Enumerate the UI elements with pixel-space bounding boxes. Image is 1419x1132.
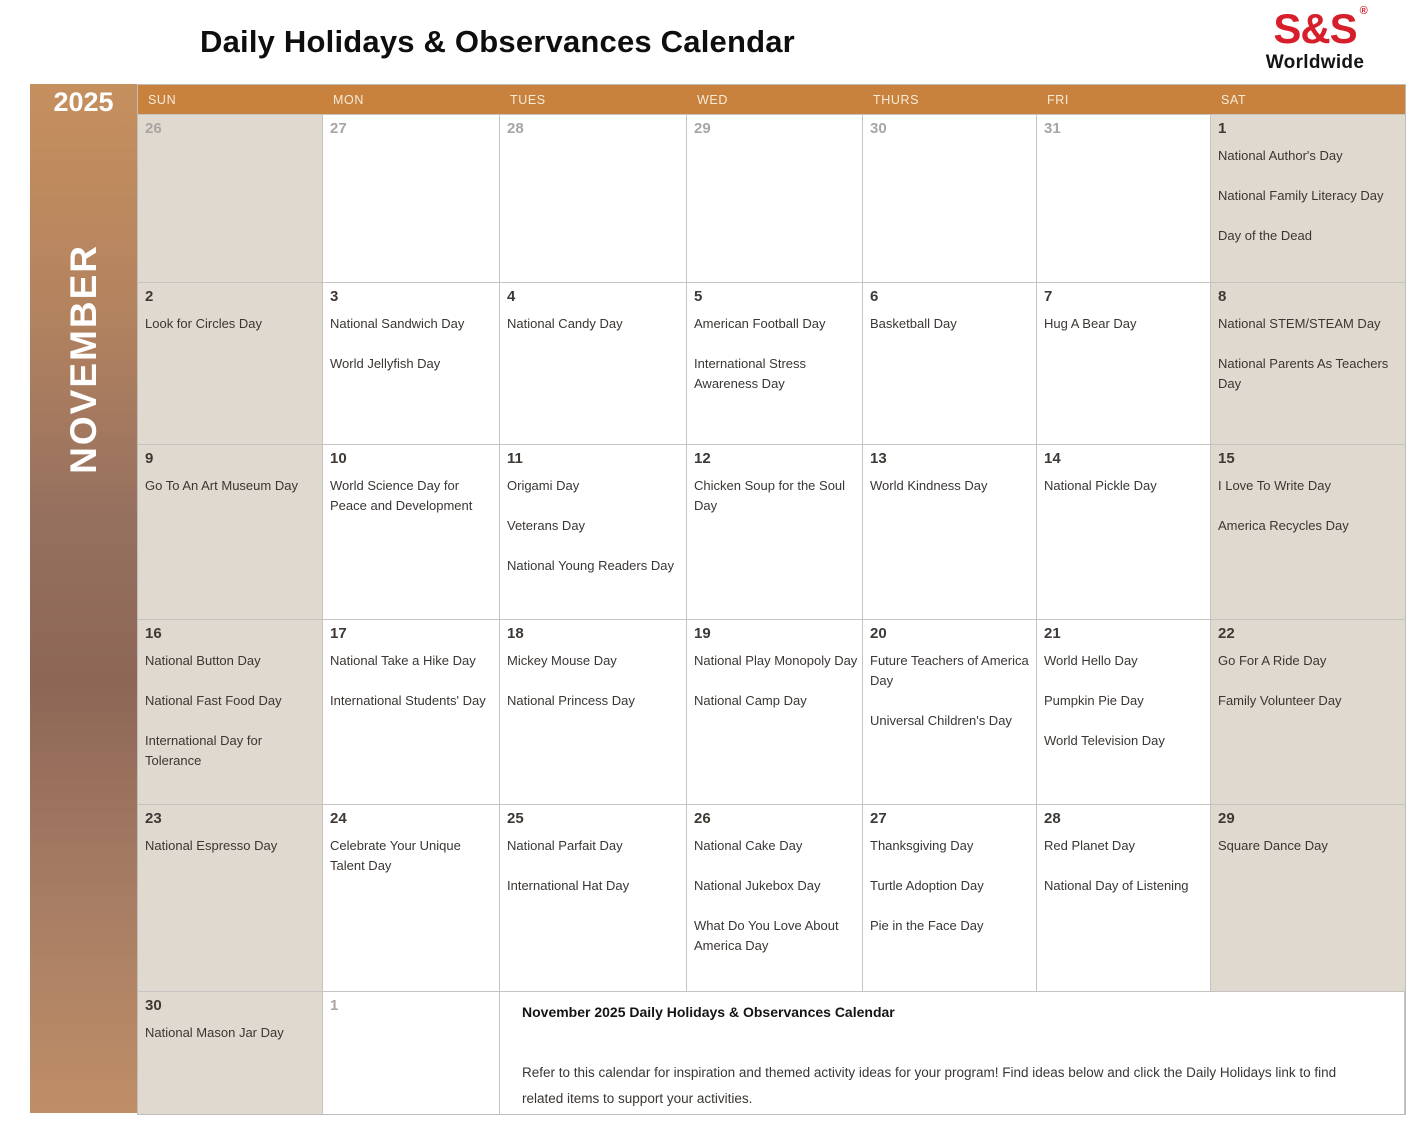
holiday-label: Basketball Day	[870, 316, 957, 331]
holiday-label: I Love To Write Day	[1218, 478, 1331, 493]
calendar-cell-20	[863, 619, 1037, 804]
page-title: Daily Holidays & Observances Calendar	[200, 24, 795, 59]
holiday-label: International Hat Day	[507, 878, 630, 893]
day-number: 31	[1044, 120, 1061, 137]
calendar-cell-other-1	[323, 991, 500, 1114]
holiday-label: Hug A Bear Day	[1044, 316, 1137, 331]
calendar-cell-23	[138, 804, 323, 991]
calendar-cell-18	[500, 619, 687, 804]
day-number: 19	[694, 625, 711, 642]
calendar-cell-2	[138, 282, 323, 444]
day-number: 30	[145, 997, 162, 1014]
year-label: 2025	[53, 87, 114, 117]
holiday-label: Origami Day	[507, 478, 580, 493]
day-number: 30	[870, 120, 887, 137]
day-number: 12	[694, 450, 711, 467]
logo-brand-text: S&S ®	[1273, 5, 1367, 52]
holiday-label: Chicken Soup for the Soul Day	[694, 478, 846, 513]
calendar-cell-17	[323, 619, 500, 804]
calendar-cell-other-30	[863, 114, 1037, 282]
calendar-cell-6	[863, 282, 1037, 444]
holiday-label: Go For A Ride Day	[1218, 653, 1327, 668]
holiday-label: American Football Day	[694, 316, 826, 331]
holiday-label: Pumpkin Pie Day	[1044, 693, 1144, 708]
day-header-thurs: THURS	[863, 85, 1037, 114]
day-header-tues: TUES	[500, 85, 687, 114]
day-number: 27	[330, 120, 347, 137]
calendar-cell-3	[323, 282, 500, 444]
calendar-cell-21	[1037, 619, 1211, 804]
calendar-cell-28	[1037, 804, 1211, 991]
day-number: 26	[694, 810, 711, 827]
day-number: 4	[507, 288, 516, 305]
holiday-label: National Pickle Day	[1044, 478, 1157, 493]
holiday-label: National Day of Listening	[1044, 878, 1189, 893]
holiday-label: National Cake Day	[694, 838, 803, 853]
holiday-label: International Day for Tolerance	[145, 733, 263, 768]
holiday-label: National Button Day	[145, 653, 261, 668]
holiday-label: Go To An Art Museum Day	[145, 478, 298, 493]
calendar-cell-25	[500, 804, 687, 991]
calendar-cell-26	[687, 804, 863, 991]
day-number: 18	[507, 625, 524, 642]
day-header-mon: MON	[323, 85, 500, 114]
day-header-sun: SUN	[138, 85, 323, 114]
day-number: 17	[330, 625, 347, 642]
day-header-wed: WED	[687, 85, 863, 114]
calendar-cell-other-31	[1037, 114, 1211, 282]
day-number: 11	[507, 450, 523, 467]
calendar-cell-9	[138, 444, 323, 619]
holiday-label: National Princess Day	[507, 693, 635, 708]
calendar-cell-7	[1037, 282, 1211, 444]
holiday-label: World Jellyfish Day	[330, 356, 441, 371]
day-number: 25	[507, 810, 524, 827]
day-number: 7	[1044, 288, 1053, 305]
calendar-cell-1	[1211, 114, 1405, 282]
day-header-sat: SAT	[1211, 85, 1405, 114]
holiday-label: National Family Literacy Day	[1218, 188, 1384, 203]
day-number: 14	[1044, 450, 1061, 467]
day-number: 26	[145, 120, 162, 137]
holiday-label: Day of the Dead	[1218, 228, 1312, 243]
holiday-label: Mickey Mouse Day	[507, 653, 617, 668]
holiday-label: America Recycles Day	[1218, 518, 1349, 533]
holiday-label: Celebrate Your Unique Talent Day	[330, 838, 461, 873]
calendar-cell-12	[687, 444, 863, 619]
holiday-label: International Students' Day	[330, 693, 486, 708]
holiday-label: National STEM/STEAM Day	[1218, 316, 1381, 331]
registered-trademark-icon: ®	[1359, 5, 1367, 17]
calendar-cell-other-27	[323, 114, 500, 282]
calendar-cell-other-26	[138, 114, 323, 282]
day-number: 3	[330, 288, 339, 305]
day-number: 6	[870, 288, 879, 305]
calendar-cell-19	[687, 619, 863, 804]
day-number: 13	[870, 450, 887, 467]
ss-worldwide-logo	[1263, 5, 1367, 74]
calendar-cell-other-28	[500, 114, 687, 282]
day-number: 9	[145, 450, 154, 467]
calendar-cell-10	[323, 444, 500, 619]
calendar-cell-16	[138, 619, 323, 804]
holiday-label: World Science Day for Peace and Development	[330, 478, 473, 513]
day-number: 28	[1044, 810, 1061, 827]
holiday-label: National Parents As Teachers Day	[1218, 356, 1389, 391]
holiday-label: Pie in the Face Day	[870, 918, 984, 933]
day-number: 23	[145, 810, 162, 827]
holiday-label: National Author's Day	[1218, 148, 1343, 163]
day-number: 28	[507, 120, 524, 137]
holiday-label: Universal Children's Day	[870, 713, 1012, 728]
calendar-cell-other-29	[687, 114, 863, 282]
calendar-cell-29	[1211, 804, 1405, 991]
calendar-cell-8	[1211, 282, 1405, 444]
calendar-cell-24	[323, 804, 500, 991]
holiday-label: Turtle Adoption Day	[870, 878, 984, 893]
calendar-cell-14	[1037, 444, 1211, 619]
day-number: 21	[1044, 625, 1061, 642]
note-body: Refer to this calendar for inspiration and themed activity ideas for your program! Find ideas below and click the Daily Holidays link to find related items to support your activities.	[522, 1065, 1337, 1106]
day-number: 24	[330, 810, 347, 827]
day-number: 20	[870, 625, 887, 642]
holiday-label: Veterans Day	[507, 518, 586, 533]
calendar-cell-15	[1211, 444, 1405, 619]
holiday-label: National Mason Jar Day	[145, 1025, 284, 1040]
calendar-note	[500, 991, 1405, 1114]
logo-subtext: Worldwide	[1265, 52, 1365, 73]
day-number: 16	[145, 625, 162, 642]
day-number: 1	[330, 997, 339, 1014]
holiday-label: Family Volunteer Day	[1218, 693, 1342, 708]
calendar-cell-22	[1211, 619, 1405, 804]
holiday-label: National Take a Hike Day	[330, 653, 476, 668]
holiday-label: International Stress Awareness Day	[694, 356, 807, 391]
calendar-grid	[137, 84, 1406, 1115]
holiday-label: Red Planet Day	[1044, 838, 1136, 853]
day-header-fri: FRI	[1037, 85, 1211, 114]
holiday-label: What Do You Love About America Day	[694, 918, 839, 953]
holiday-label: National Sandwich Day	[330, 316, 465, 331]
holiday-label: World Television Day	[1044, 733, 1165, 748]
holiday-label: National Espresso Day	[145, 838, 278, 853]
calendar-cell-11	[500, 444, 687, 619]
day-number: 1	[1218, 120, 1227, 137]
day-number: 29	[694, 120, 711, 137]
holiday-label: National Young Readers Day	[507, 558, 674, 573]
month-label: NOVEMBER	[62, 244, 104, 474]
calendar-cell-4	[500, 282, 687, 444]
day-number: 22	[1218, 625, 1235, 642]
day-number: 10	[330, 450, 347, 467]
note-title: November 2025 Daily Holidays & Observances Calendar	[522, 1004, 895, 1020]
day-number: 2	[145, 288, 154, 305]
day-number: 27	[870, 810, 887, 827]
calendar-cell-5	[687, 282, 863, 444]
holiday-label: Square Dance Day	[1218, 838, 1328, 853]
calendar-cell-27	[863, 804, 1037, 991]
day-number: 15	[1218, 450, 1235, 467]
holiday-label: National Candy Day	[507, 316, 623, 331]
calendar-cell-13	[863, 444, 1037, 619]
holiday-label: National Play Monopoly Day	[694, 653, 858, 668]
day-number: 8	[1218, 288, 1227, 305]
calendar-cell-30	[138, 991, 323, 1114]
holiday-label: National Fast Food Day	[145, 693, 282, 708]
holiday-label: Thanksgiving Day	[870, 838, 974, 853]
holiday-label: World Kindness Day	[870, 478, 988, 493]
day-number: 29	[1218, 810, 1235, 827]
holiday-label: National Camp Day	[694, 693, 807, 708]
holiday-label: National Jukebox Day	[694, 878, 821, 893]
holiday-label: Look for Circles Day	[145, 316, 263, 331]
holiday-label: Future Teachers of America Day	[870, 653, 1029, 688]
day-number: 5	[694, 288, 703, 305]
month-sidebar	[30, 84, 137, 1113]
holiday-label: World Hello Day	[1044, 653, 1138, 668]
holiday-label: National Parfait Day	[507, 838, 623, 853]
